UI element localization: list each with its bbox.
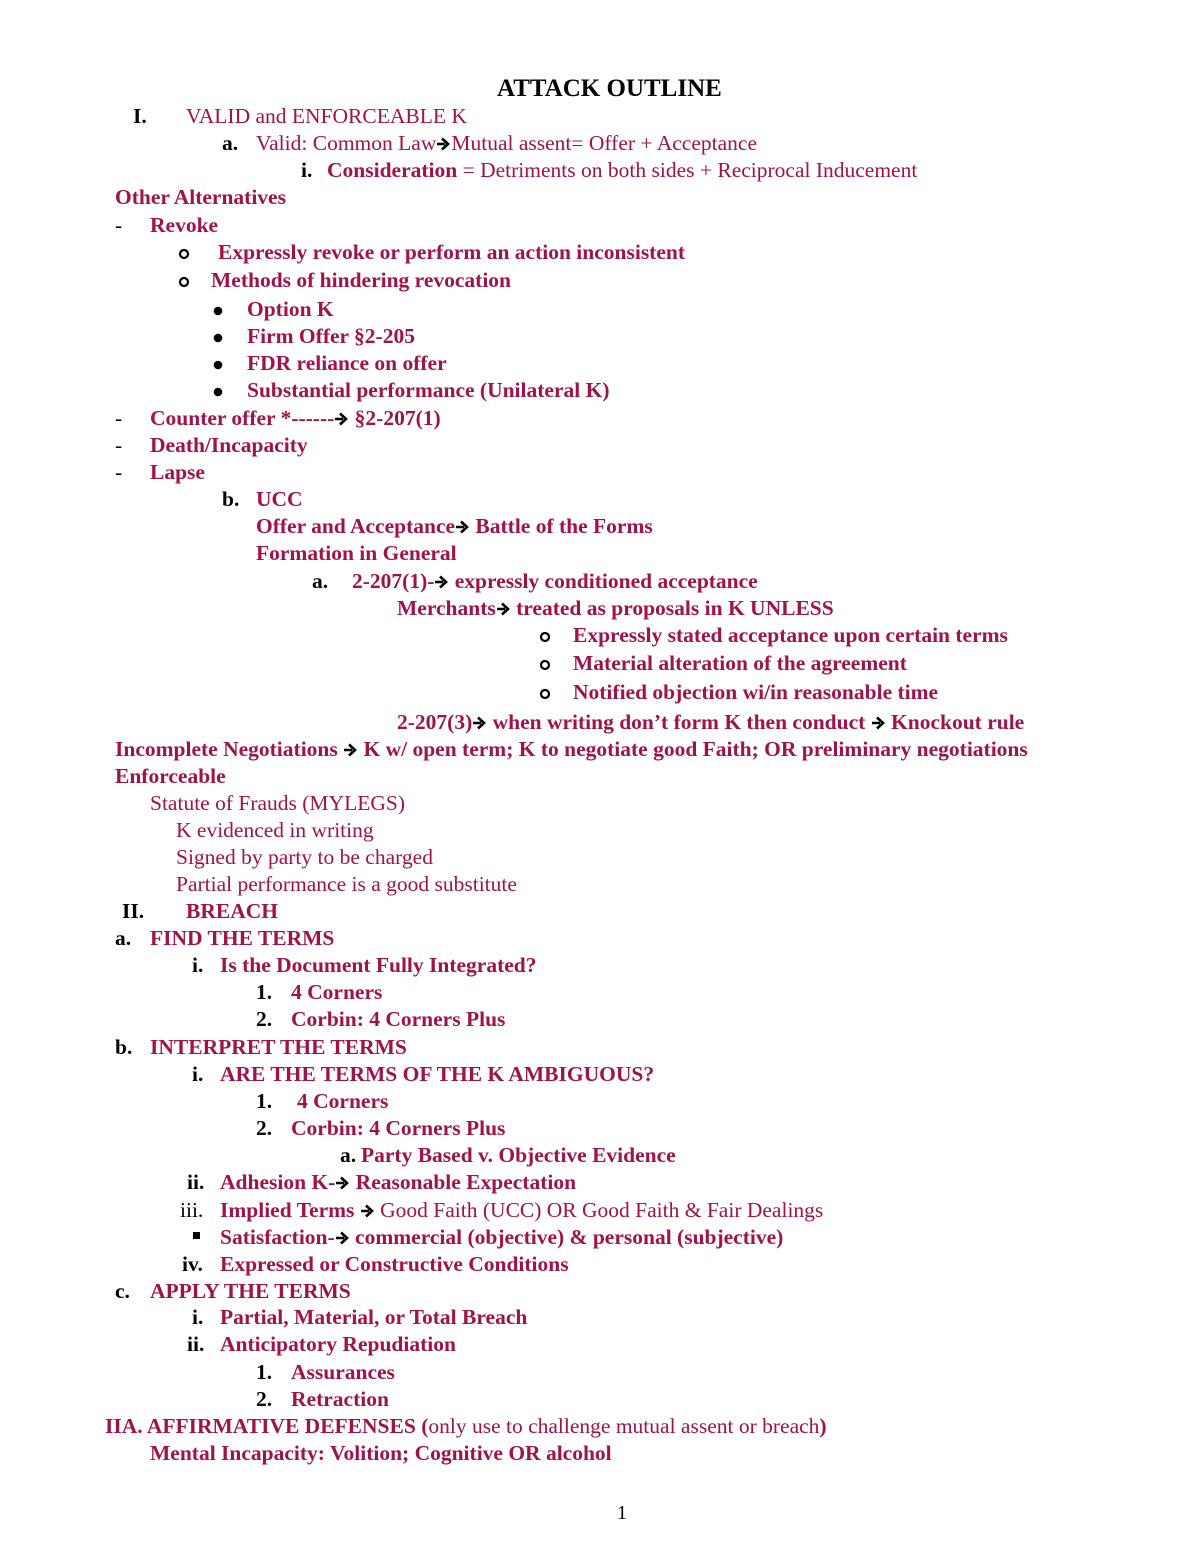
- arrow-icon: [437, 131, 450, 145]
- outline-line-ucc: UCC: [256, 487, 303, 511]
- list-marker: a.: [115, 926, 132, 950]
- list-item: 4 Corners: [291, 980, 383, 1004]
- outline-text: Reasonable Expectation: [355, 1170, 577, 1194]
- outline-text: Good Faith (UCC) OR Good Faith & Fair Dealings: [380, 1198, 824, 1222]
- list-item: 4 Corners: [297, 1089, 389, 1113]
- outline-line-satisfaction: [220, 1224, 783, 1251]
- outline-label: IIA. AFFIRMATIVE DEFENSES: [105, 1414, 416, 1438]
- outline-line-conditions: Expressed or Constructive Conditions: [220, 1252, 569, 1276]
- list-marker: 1.: [256, 980, 273, 1004]
- outline-text: = Detriments on both sides + Reciprocal Inducement: [462, 158, 918, 182]
- filled-bullet-icon: [212, 386, 224, 398]
- section-heading: VALID and ENFORCEABLE K: [186, 104, 467, 128]
- list-marker: i.: [192, 1305, 204, 1329]
- outline-line-2207-1: [352, 568, 758, 595]
- section-heading-affirmative-defenses: IIA. AFFIRMATIVE DEFENSES (only use to challenge mutual assent or breach): [105, 1414, 827, 1438]
- list-marker: b.: [222, 487, 240, 511]
- filled-bullet-icon: [212, 359, 224, 371]
- outline-label: 2-207(3): [397, 710, 473, 734]
- list-marker: ii.: [187, 1170, 205, 1194]
- filled-bullet-icon: [212, 332, 224, 344]
- outline-label: Consideration: [327, 158, 458, 182]
- outline-line-interpret: INTERPRET THE TERMS: [150, 1035, 407, 1059]
- outline-line-2207-3: [397, 709, 1024, 736]
- outline-label: Incomplete Negotiations: [115, 737, 338, 761]
- circle-bullet-icon: [539, 688, 551, 700]
- square-bullet-icon: [192, 1231, 202, 1241]
- outline-line-adhesion: [220, 1169, 576, 1196]
- list-item: Corbin: 4 Corners Plus: [291, 1007, 506, 1031]
- dash-marker: -: [115, 460, 123, 484]
- outline-label: Satisfaction-: [220, 1225, 335, 1249]
- list-marker: 2.: [256, 1116, 273, 1140]
- outline-line-revoke: Revoke: [150, 213, 219, 237]
- sof-item: Partial performance is a good substitute: [176, 872, 517, 896]
- list-item: Expressly revoke or perform an action inconsistent: [218, 240, 686, 264]
- dash-marker: -: [115, 433, 123, 457]
- list-item: FDR reliance on offer: [247, 351, 447, 375]
- outline-line-lapse: Lapse: [150, 460, 205, 484]
- circle-bullet-icon: [539, 631, 551, 643]
- outline-text: Battle of the Forms: [475, 514, 653, 538]
- list-marker: a.: [340, 1143, 357, 1167]
- list-marker: ii.: [187, 1332, 205, 1356]
- dash-marker: -: [115, 213, 123, 237]
- outline-line-counter-offer: [150, 405, 441, 432]
- filled-bullet-icon: [212, 305, 224, 317]
- outline-line-ambiguous: ARE THE TERMS OF THE K AMBIGUOUS?: [220, 1062, 655, 1086]
- list-item: Party Based v. Objective Evidence: [361, 1143, 676, 1167]
- outline-text: Knockout rule: [891, 710, 1025, 734]
- sof-item: Statute of Frauds (MYLEGS): [150, 791, 405, 815]
- list-item: Methods of hindering revocation: [211, 268, 512, 292]
- arrow-icon: [497, 596, 510, 610]
- list-item: Material alteration of the agreement: [573, 651, 907, 675]
- outline-text: expressly conditioned acceptance: [454, 569, 758, 593]
- list-marker: i.: [301, 158, 313, 182]
- page-number: 1: [617, 1502, 627, 1524]
- list-marker: 2.: [256, 1387, 273, 1411]
- outline-text: commercial (objective) & personal (subjective): [355, 1225, 784, 1249]
- outline-label: Merchants: [397, 596, 496, 620]
- section-heading: BREACH: [186, 899, 278, 923]
- outline-text: Mutual assent= Offer + Acceptance: [451, 131, 757, 155]
- list-marker: c.: [115, 1279, 130, 1303]
- list-item: Retraction: [291, 1387, 389, 1411]
- arrow-icon: [336, 1170, 349, 1184]
- outline-text: K w/ open term; K to negotiate good Faith; OR preliminary negotiations: [363, 737, 1028, 761]
- subheading: Other Alternatives: [115, 185, 286, 209]
- outline-label: Adhesion K-: [220, 1170, 336, 1194]
- outline-line-death: Death/Incapacity: [150, 433, 308, 457]
- circle-bullet-icon: [178, 248, 190, 260]
- sof-item: K evidenced in writing: [176, 818, 374, 842]
- list-marker: i.: [192, 1062, 204, 1086]
- outline-label: 2-207(1)-: [352, 569, 435, 593]
- sof-item: Signed by party to be charged: [176, 845, 433, 869]
- section-number: II.: [122, 899, 145, 923]
- list-item: Expressly stated acceptance upon certain terms: [573, 623, 1008, 647]
- outline-line-valid: [256, 130, 757, 157]
- outline-line-implied: [220, 1197, 823, 1224]
- list-item: Notified objection wi/in reasonable time: [573, 680, 939, 704]
- circle-bullet-icon: [539, 659, 551, 671]
- outline-label: Valid: Common Law: [256, 131, 437, 155]
- list-item: Corbin: 4 Corners Plus: [291, 1116, 506, 1140]
- arrow-icon: [361, 1198, 374, 1212]
- arrow-icon: [344, 737, 357, 751]
- section-number: I.: [133, 104, 147, 128]
- list-marker: 1.: [256, 1089, 273, 1113]
- arrow-icon: [456, 514, 469, 528]
- list-marker: a.: [312, 569, 329, 593]
- page-title: ATTACK OUTLINE: [497, 75, 722, 102]
- outline-text: only use to challenge mutual assent or breach: [428, 1414, 820, 1438]
- list-item: Assurances: [291, 1360, 395, 1384]
- arrow-icon: [336, 1225, 349, 1239]
- list-marker: iii.: [180, 1198, 204, 1222]
- outline-label: Implied Terms: [220, 1198, 355, 1222]
- list-item: Option K: [247, 297, 334, 321]
- outline-line-anticipatory: Anticipatory Repudiation: [220, 1332, 456, 1356]
- arrow-icon: [435, 569, 448, 583]
- list-marker: 2.: [256, 1007, 273, 1031]
- list-marker: b.: [115, 1035, 133, 1059]
- outline-line-apply: APPLY THE TERMS: [150, 1279, 351, 1303]
- list-marker: a.: [222, 131, 239, 155]
- outline-line-find: FIND THE TERMS: [150, 926, 335, 950]
- outline-line-mental: Mental Incapacity: Volition; Cognitive OR alcohol: [150, 1441, 612, 1465]
- outline-line-merchants: [397, 595, 834, 622]
- outline-text: when writing don’t form K then conduct: [492, 710, 866, 734]
- outline-line-partial: Partial, Material, or Total Breach: [220, 1305, 528, 1329]
- circle-bullet-icon: [178, 276, 190, 288]
- outline-line-incomplete: [115, 736, 1028, 763]
- outline-text: treated as proposals in K UNLESS: [516, 596, 834, 620]
- outline-line-formation: Formation in General: [256, 541, 457, 565]
- outline-line-consideration: [327, 157, 917, 184]
- outline-text: §2-207(1): [354, 406, 441, 430]
- dash-marker: -: [115, 406, 123, 430]
- arrow-icon: [473, 710, 486, 724]
- arrow-icon: [872, 710, 885, 724]
- subheading: Enforceable: [115, 764, 226, 788]
- list-item: Substantial performance (Unilateral K): [247, 378, 610, 402]
- list-marker: 1.: [256, 1360, 273, 1384]
- arrow-icon: [335, 406, 348, 420]
- list-marker: iv.: [182, 1252, 203, 1276]
- outline-line-integrated: Is the Document Fully Integrated?: [220, 953, 537, 977]
- outline-line-offer-acceptance: [256, 513, 653, 540]
- list-item: Firm Offer §2-205: [247, 324, 415, 348]
- outline-label: Counter offer *------: [150, 406, 335, 430]
- list-marker: i.: [192, 953, 204, 977]
- outline-label: Offer and Acceptance: [256, 514, 456, 538]
